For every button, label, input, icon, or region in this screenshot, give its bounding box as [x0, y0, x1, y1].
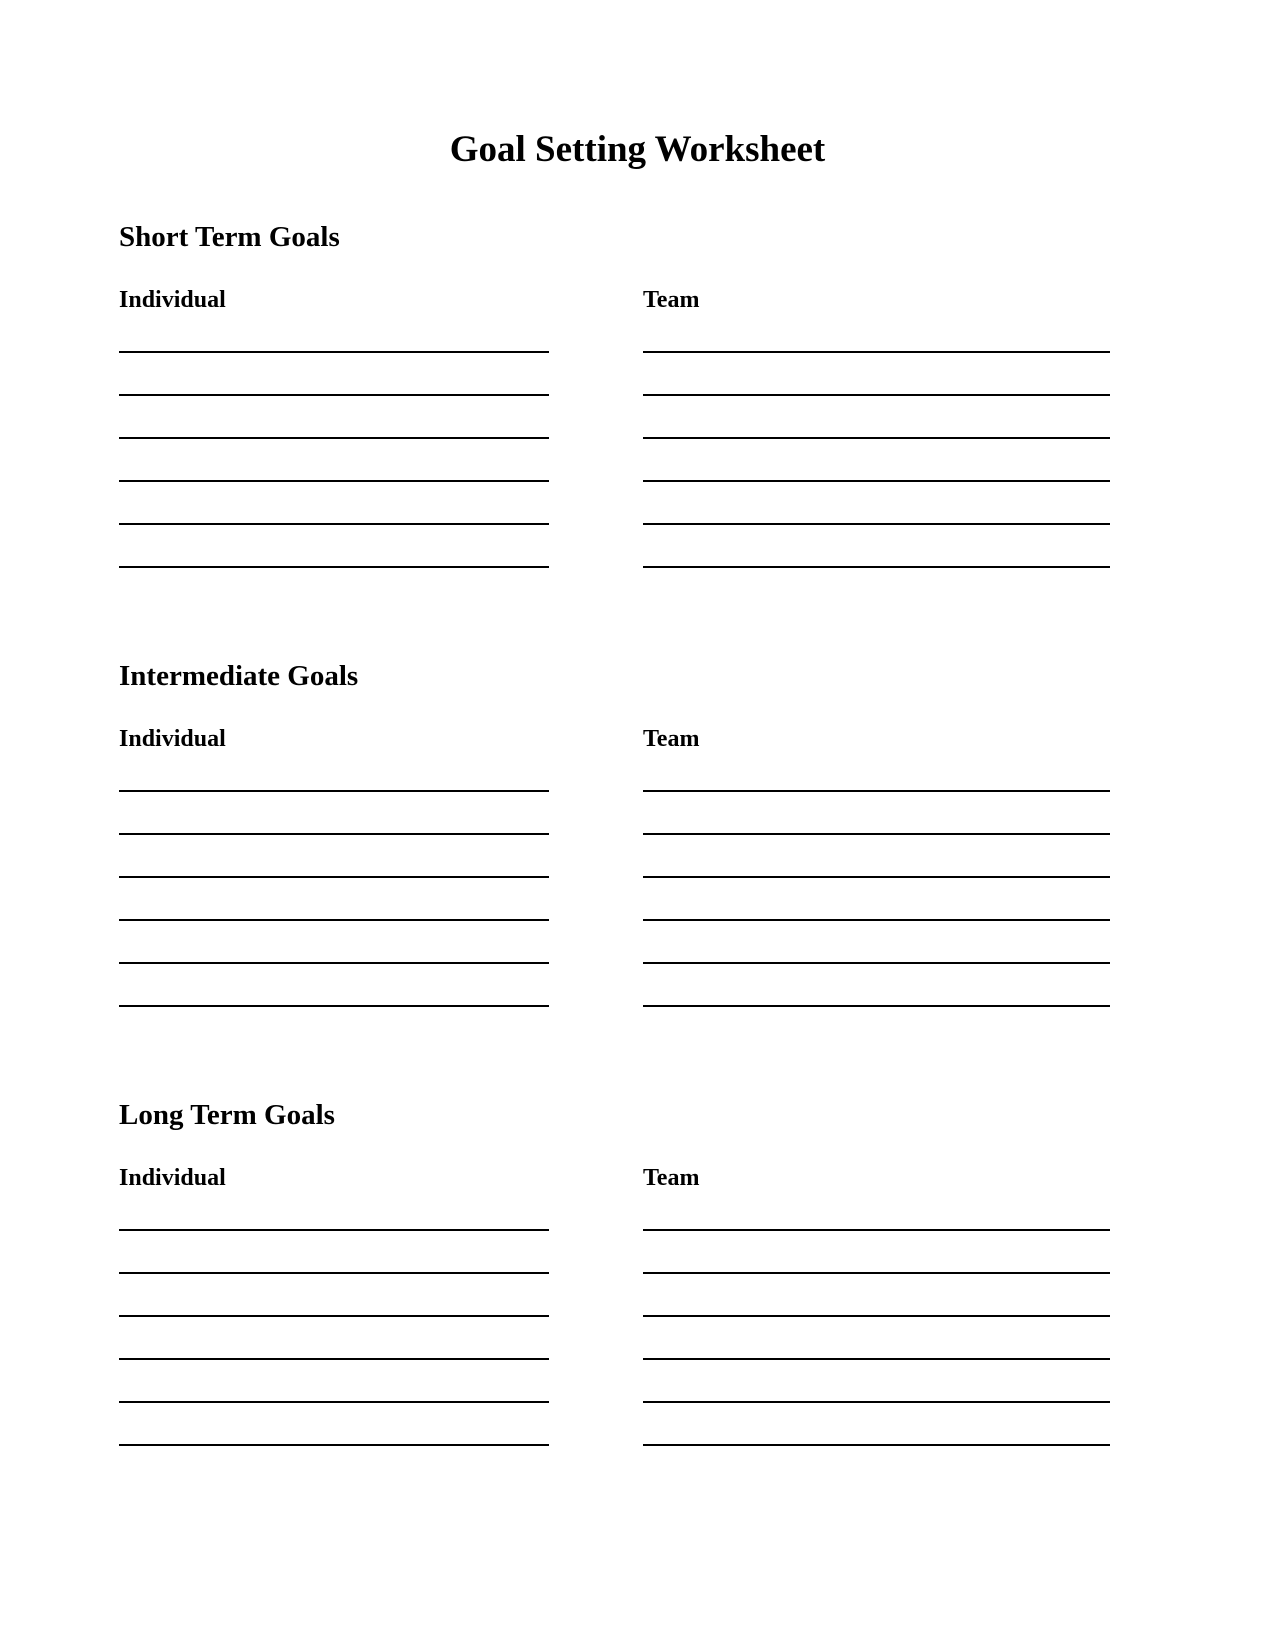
individual-label: Individual — [119, 726, 226, 752]
team-blank-line[interactable] — [643, 1401, 1110, 1403]
team-blank-line[interactable] — [643, 876, 1110, 878]
individual-blank-line[interactable] — [119, 566, 549, 568]
individual-label: Individual — [119, 1165, 226, 1191]
individual-label: Individual — [119, 287, 226, 313]
team-blank-line[interactable] — [643, 1444, 1110, 1446]
individual-blank-line[interactable] — [119, 394, 549, 396]
team-blank-line[interactable] — [643, 1358, 1110, 1360]
individual-blank-line[interactable] — [119, 833, 549, 835]
individual-blank-line[interactable] — [119, 790, 549, 792]
individual-blank-line[interactable] — [119, 876, 549, 878]
individual-blank-line[interactable] — [119, 1005, 549, 1007]
individual-blank-line[interactable] — [119, 1401, 549, 1403]
team-blank-line[interactable] — [643, 394, 1110, 396]
section-heading: Long Term Goals — [119, 1099, 335, 1131]
team-label: Team — [643, 287, 700, 313]
team-blank-line[interactable] — [643, 480, 1110, 482]
team-blank-line[interactable] — [643, 1272, 1110, 1274]
section-short-term — [0, 223, 1275, 623]
page-title: Goal Setting Worksheet — [449, 129, 826, 170]
team-blank-line[interactable] — [643, 1315, 1110, 1317]
individual-blank-line[interactable] — [119, 1229, 549, 1231]
team-label: Team — [643, 1165, 700, 1191]
individual-blank-line[interactable] — [119, 1272, 549, 1274]
team-blank-line[interactable] — [643, 523, 1110, 525]
section-long-term — [0, 1101, 1275, 1501]
team-blank-line[interactable] — [643, 566, 1110, 568]
team-blank-line[interactable] — [643, 919, 1110, 921]
team-blank-line[interactable] — [643, 1229, 1110, 1231]
individual-blank-line[interactable] — [119, 480, 549, 482]
individual-blank-line[interactable] — [119, 523, 549, 525]
individual-blank-line[interactable] — [119, 1315, 549, 1317]
team-blank-line[interactable] — [643, 833, 1110, 835]
team-blank-line[interactable] — [643, 351, 1110, 353]
individual-blank-line[interactable] — [119, 962, 549, 964]
individual-blank-line[interactable] — [119, 919, 549, 921]
team-blank-line[interactable] — [643, 1005, 1110, 1007]
individual-blank-line[interactable] — [119, 1358, 549, 1360]
individual-blank-line[interactable] — [119, 351, 549, 353]
team-blank-line[interactable] — [643, 790, 1110, 792]
team-label: Team — [643, 726, 700, 752]
section-heading: Short Term Goals — [119, 221, 340, 253]
individual-blank-line[interactable] — [119, 1444, 549, 1446]
team-blank-line[interactable] — [643, 962, 1110, 964]
section-intermediate — [0, 662, 1275, 1062]
team-blank-line[interactable] — [643, 437, 1110, 439]
individual-blank-line[interactable] — [119, 437, 549, 439]
section-heading: Intermediate Goals — [119, 660, 359, 692]
